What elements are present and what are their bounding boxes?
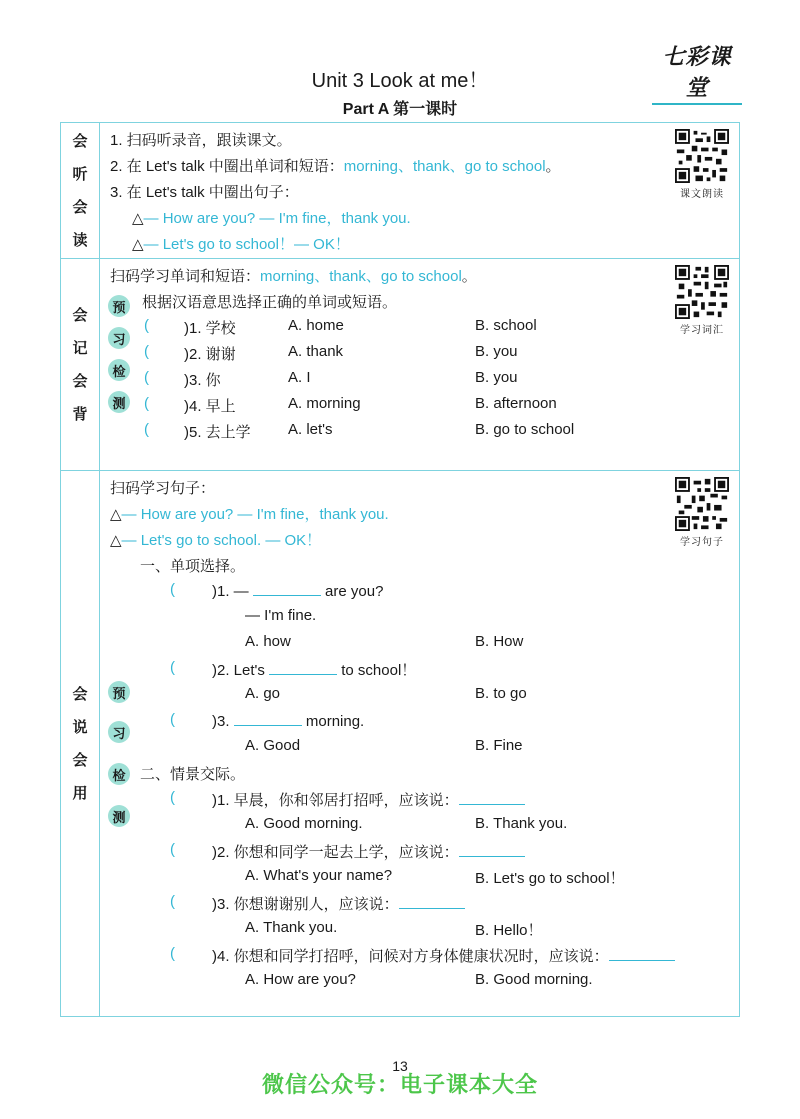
- question-text: )1. —: [212, 583, 249, 600]
- label-char: 会: [72, 198, 88, 216]
- exercise-instruction: 根据汉语意思选择正确的单词或短语。: [142, 294, 398, 311]
- section-remember: [61, 259, 739, 471]
- option-a[interactable]: A. Thank you.: [245, 919, 338, 936]
- section-label: [61, 471, 100, 1016]
- sentence-text: — How are you? — I'm fine，thank you.: [121, 506, 389, 523]
- instruction-text: 2. 在 Let's talk 中圈出单词和短语：: [110, 158, 344, 175]
- sentence-text: — How are you? — I'm fine，thank you.: [143, 210, 411, 227]
- scenario-text: )1. 早晨，你和邻居打招呼，应该说：: [212, 792, 459, 809]
- option-a[interactable]: A. What's your name?: [245, 867, 393, 884]
- option-a[interactable]: A. how: [245, 633, 291, 650]
- section-speak-use: [61, 471, 739, 1016]
- label-char: 背: [72, 405, 88, 423]
- qr-code-sentences[interactable]: [675, 477, 729, 548]
- option-a[interactable]: A. How are you?: [245, 971, 356, 988]
- section-listen-read: [61, 123, 739, 259]
- part-1-heading: 一、单项选择。: [140, 558, 246, 575]
- sentence-2: [132, 233, 350, 254]
- brand-text: 七彩课堂: [662, 44, 732, 100]
- answer-paren[interactable]: (: [170, 789, 175, 806]
- sentence-1: [110, 503, 389, 524]
- item-number: )1. 学校: [184, 320, 236, 337]
- section-intro: 扫码学习句子：: [110, 480, 216, 497]
- label-char: 会: [72, 306, 88, 324]
- page-subtitle: Part A 第一课时: [342, 101, 458, 118]
- answer-blank[interactable]: [459, 842, 525, 857]
- page-number: 13: [392, 1058, 408, 1074]
- option-a[interactable]: A. thank: [288, 343, 344, 360]
- option-b[interactable]: B. school: [475, 317, 537, 334]
- option-b[interactable]: B. Let's go to school！: [475, 870, 625, 887]
- section-label: [61, 259, 100, 470]
- option-a[interactable]: A. Good: [245, 737, 301, 754]
- page-title: Unit 3 Look at me！: [311, 70, 489, 92]
- item-number: )5. 去上学: [184, 424, 251, 441]
- question-text: )2. Let's: [212, 662, 265, 679]
- question-text: morning.: [305, 713, 365, 730]
- option-b[interactable]: B. Hello！: [475, 922, 543, 939]
- qr-code-reading[interactable]: [675, 129, 729, 200]
- option-b[interactable]: B. Fine: [475, 737, 523, 754]
- option-b[interactable]: B. afternoon: [475, 395, 557, 412]
- scenario-text: )4. 你想和同学打招呼，问候对方身体健康状况时，应该说：: [212, 948, 609, 965]
- section-intro: [110, 265, 477, 286]
- qr-code-icon: [675, 129, 729, 183]
- badge-check: 检: [108, 359, 130, 381]
- answer-paren[interactable]: (: [144, 343, 149, 360]
- label-char: 会: [72, 132, 88, 150]
- qr-code-icon: [675, 265, 729, 319]
- intro-text: 扫码学习单词和短语：: [110, 268, 261, 285]
- footer-watermark: 微信公众号：电子课本大全: [261, 1072, 538, 1097]
- option-a[interactable]: A. home: [288, 317, 344, 334]
- answer-paren[interactable]: (: [144, 421, 149, 438]
- instruction-1: 1. 扫码听录音，跟读课文。: [110, 132, 292, 149]
- sentence-text: — Let's go to school！— OK！: [143, 236, 350, 253]
- option-b[interactable]: B. go to school: [475, 421, 575, 438]
- sentence-2: [110, 529, 321, 550]
- question-2: [212, 659, 416, 680]
- label-char: 会: [72, 685, 88, 703]
- option-b[interactable]: B. you: [475, 343, 518, 360]
- scenario-text: )2. 你想和同学一起去上学，应该说：: [212, 844, 459, 861]
- answer-blank[interactable]: [609, 946, 675, 961]
- badge-preview: 预: [108, 295, 130, 317]
- answer-paren[interactable]: (: [144, 395, 149, 412]
- triangle-icon: △: [110, 506, 122, 523]
- item-number: )3. 你: [184, 372, 221, 389]
- label-char: 会: [72, 372, 88, 390]
- answer-blank[interactable]: [399, 894, 465, 909]
- answer-paren[interactable]: (: [170, 711, 175, 728]
- badge-practice: 习: [108, 327, 130, 349]
- item-number: )4. 早上: [184, 398, 236, 415]
- option-a[interactable]: A. I: [288, 369, 311, 386]
- option-b[interactable]: B. How: [475, 633, 524, 650]
- punctuation: 。: [545, 158, 561, 175]
- scenario-1: [212, 789, 525, 810]
- qr-caption: 课文朗读: [680, 189, 724, 200]
- scenario-text: )3. 你想谢谢别人，应该说：: [212, 896, 399, 913]
- qr-code-icon: [675, 477, 729, 531]
- worksheet-table: [60, 122, 740, 1017]
- scenario-3: [212, 893, 465, 914]
- sentence-1: [132, 207, 411, 228]
- instruction-3: 3. 在 Let's talk 中圈出句子：: [110, 184, 299, 201]
- answer-paren[interactable]: (: [170, 581, 175, 598]
- question-3: [212, 711, 364, 730]
- badge-check: 检: [108, 763, 130, 785]
- question-1: [212, 581, 383, 600]
- question-text: to school！: [341, 662, 417, 679]
- part-2-heading: 二、情景交际。: [140, 766, 246, 783]
- highlight-words: morning、thank、go to school: [260, 268, 462, 285]
- option-b[interactable]: B. Thank you.: [475, 815, 568, 832]
- section-label: [61, 123, 100, 258]
- option-a[interactable]: A. morning: [288, 395, 361, 412]
- badge-test: 测: [108, 391, 130, 413]
- option-b[interactable]: B. Good morning.: [475, 971, 593, 988]
- label-char: 会: [72, 751, 88, 769]
- question-text: are you?: [325, 583, 384, 600]
- qr-caption: 学习词汇: [680, 325, 724, 336]
- sentence-text: — Let's go to school. — OK！: [121, 532, 322, 549]
- answer-paren[interactable]: (: [144, 369, 149, 386]
- label-char: 听: [72, 165, 88, 183]
- qr-code-vocabulary[interactable]: [675, 265, 729, 336]
- label-char: 记: [72, 339, 88, 357]
- item-number: )2. 谢谢: [184, 346, 236, 363]
- answer-paren[interactable]: (: [170, 659, 175, 676]
- scenario-2: [212, 841, 525, 862]
- label-char: 用: [72, 784, 88, 802]
- question-text: )3.: [212, 713, 230, 730]
- highlight-words: morning、thank、go to school: [343, 158, 546, 175]
- scenario-4: [212, 945, 675, 966]
- answer-blank[interactable]: [253, 581, 321, 596]
- triangle-icon: △: [132, 210, 144, 227]
- answer-blank[interactable]: [234, 711, 302, 726]
- question-1-reply: — I'm fine.: [245, 607, 317, 624]
- option-b[interactable]: B. to go: [475, 685, 527, 702]
- option-a[interactable]: A. Good morning.: [245, 815, 363, 832]
- answer-paren[interactable]: (: [170, 841, 175, 858]
- answer-paren[interactable]: (: [170, 945, 175, 962]
- qr-caption: 学习句子: [680, 537, 724, 548]
- triangle-icon: △: [132, 236, 144, 253]
- triangle-icon: △: [110, 532, 122, 549]
- answer-paren[interactable]: (: [144, 317, 149, 334]
- answer-blank[interactable]: [459, 790, 525, 805]
- label-char: 说: [72, 718, 88, 736]
- option-a[interactable]: A. go: [245, 685, 281, 702]
- answer-paren[interactable]: (: [170, 893, 175, 910]
- option-b[interactable]: B. you: [475, 369, 518, 386]
- option-a[interactable]: A. let's: [288, 421, 333, 438]
- punctuation: 。: [461, 268, 477, 285]
- answer-blank[interactable]: [269, 660, 337, 675]
- badge-preview: 预: [108, 681, 130, 703]
- label-char: 读: [72, 231, 88, 249]
- badge-test: 测: [108, 805, 130, 827]
- instruction-2: [110, 155, 561, 176]
- badge-practice: 习: [108, 721, 130, 743]
